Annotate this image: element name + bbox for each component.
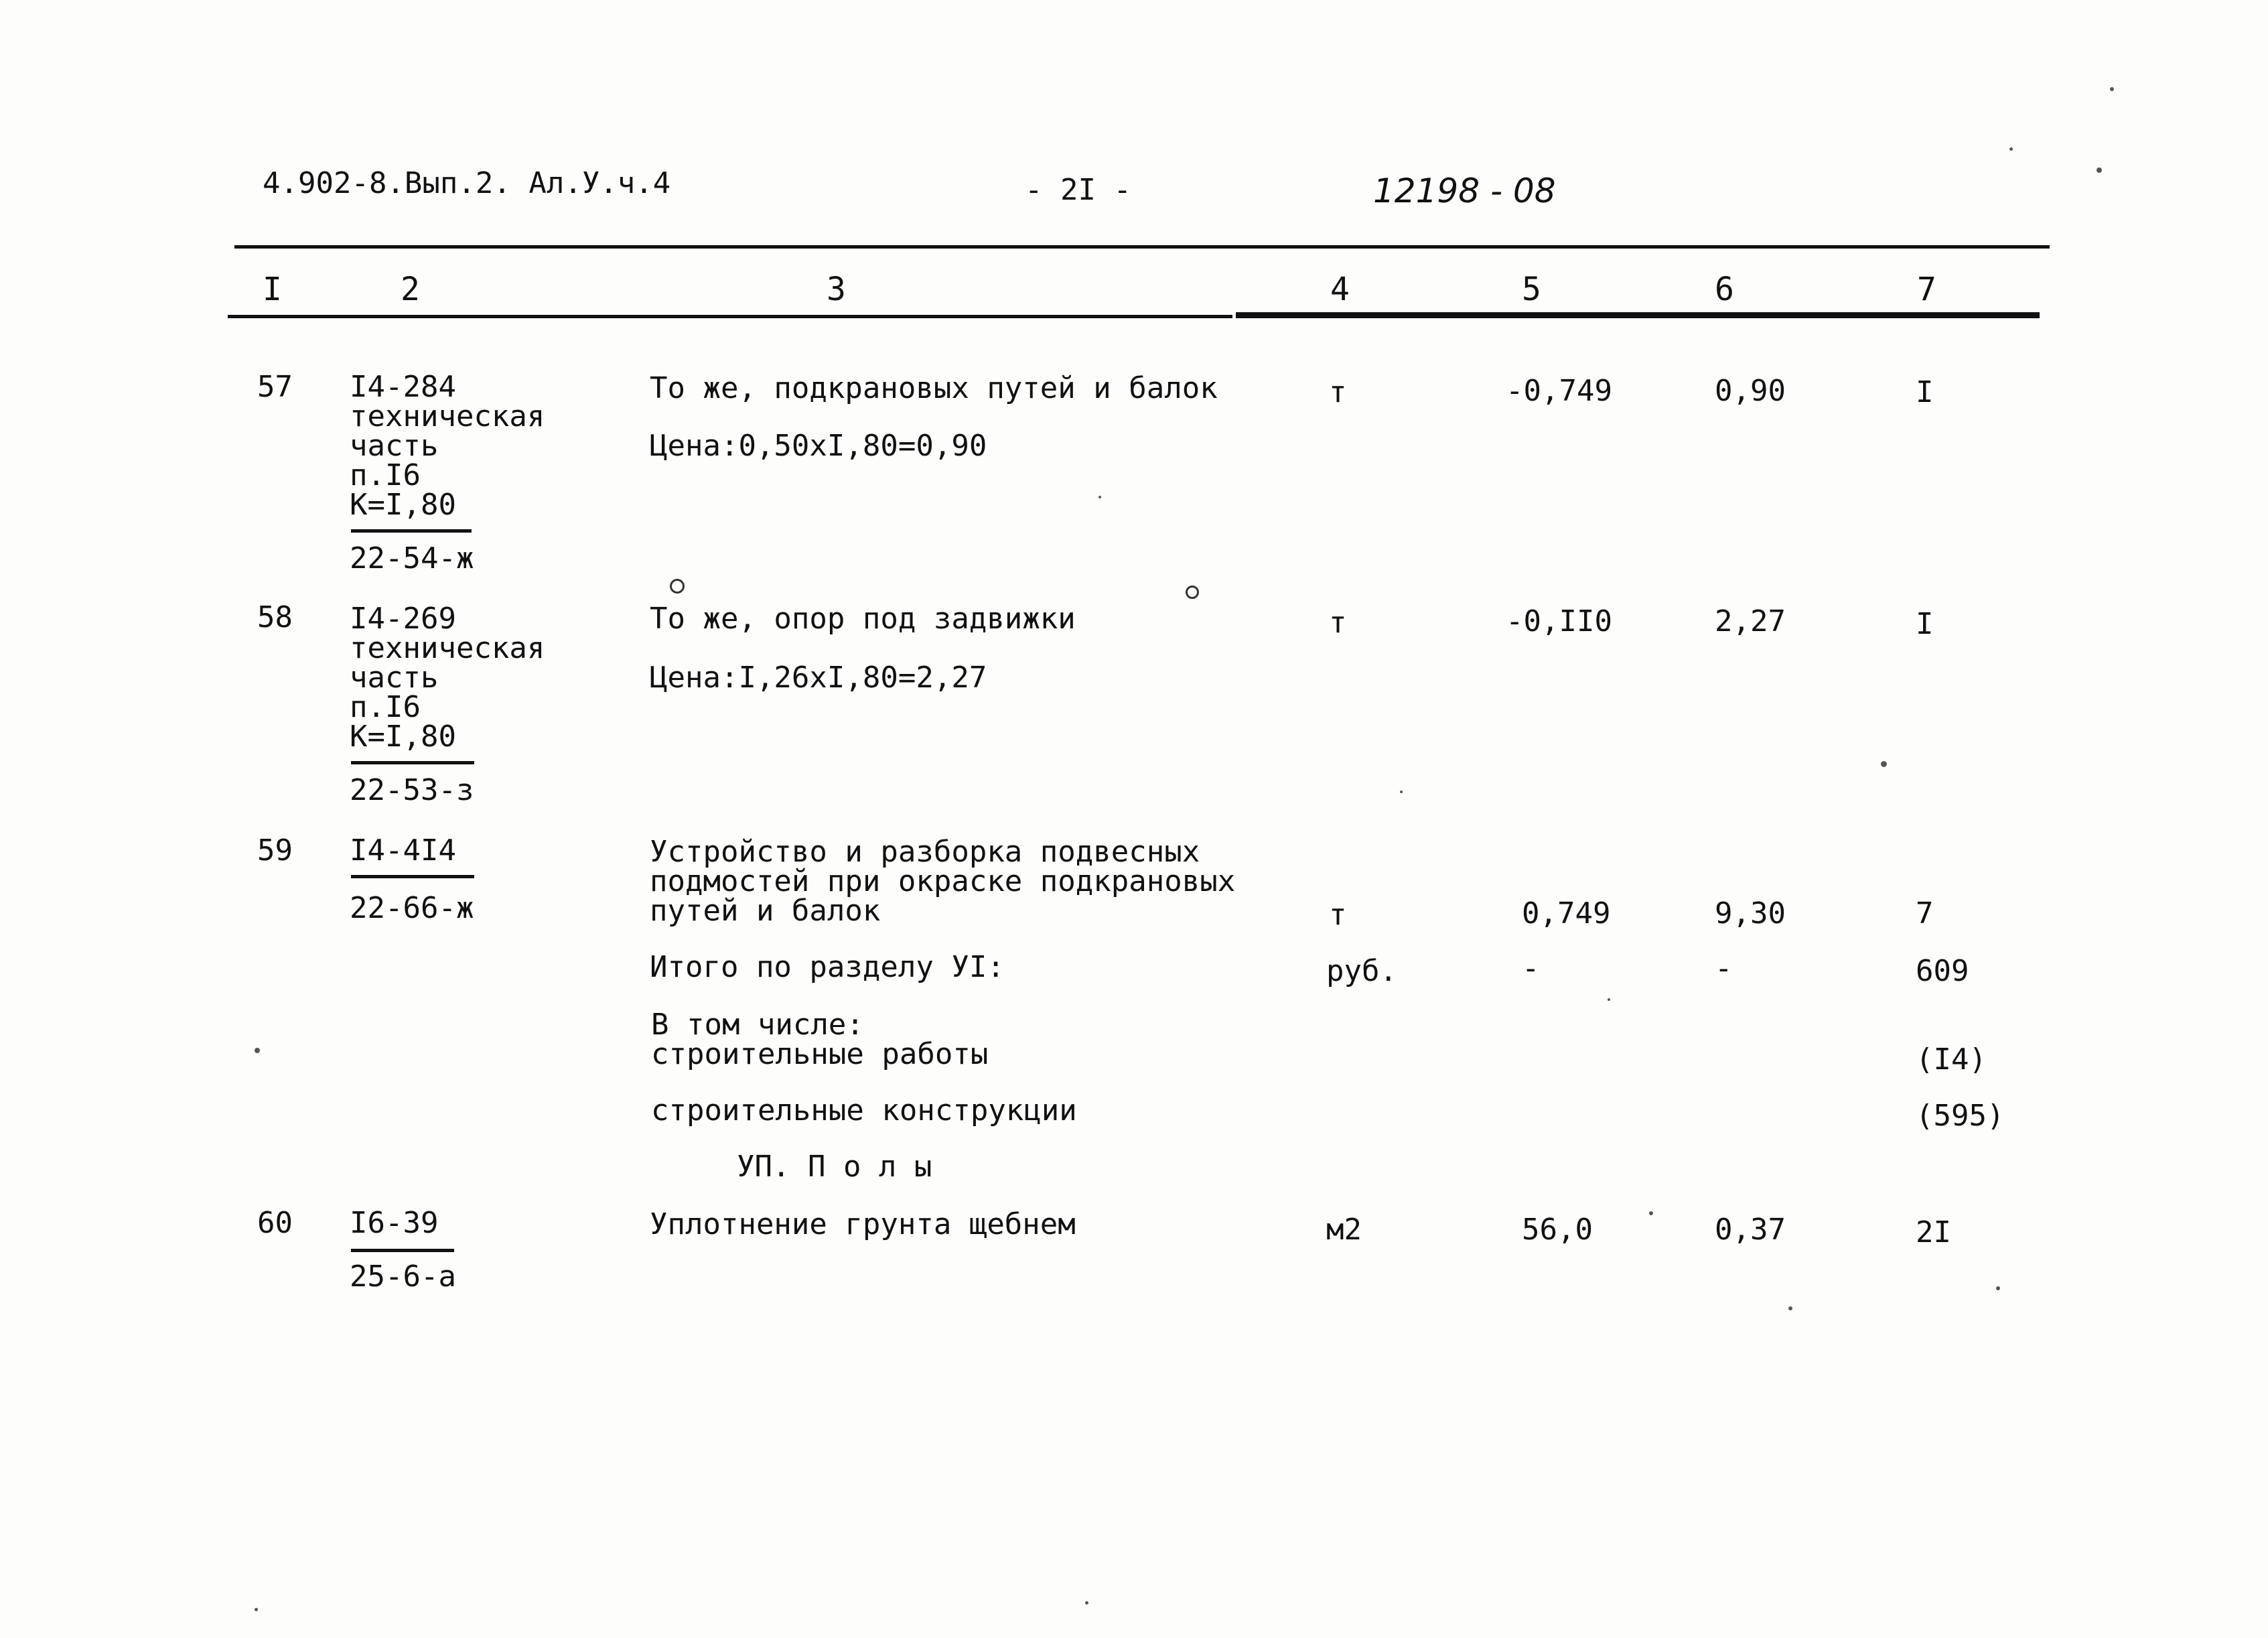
noise-circle [1186,586,1199,599]
col-header-7: 7 [1917,271,1936,308]
fraction-line [351,1249,454,1252]
norm-code-line: часть [350,429,439,463]
noise-dot [255,1608,258,1611]
itogo-quantity: - [1522,951,1540,985]
norm-code-line: техническая [350,399,545,433]
unit: м2 [1326,1213,1362,1247]
item-description: То же, подкрановых путей и балок [650,371,1218,405]
norm-code-line: К=I,80 [350,720,456,754]
noise-circle [670,579,685,594]
item-description: Уплотнение грунта щебнем [650,1207,1076,1241]
description-line: подмостей при окраске подкрановых [650,864,1236,898]
construction-structures-label: строительные конструкции [651,1093,1077,1128]
col-header-2: 2 [401,271,420,308]
price-formula: Цена:0,50хI,80=0,90 [650,429,987,463]
noise-dot [1098,496,1101,498]
noise-dot [1400,791,1403,793]
handwritten-number: 12198 - 08 [1373,172,1556,210]
noise-dot [1996,1286,2000,1290]
total-cost: I [1916,375,1934,409]
document-code: 4.902-8.Вып.2. Ал.У.ч.4 [263,166,671,200]
norm-code-line: К=I,80 [350,488,456,522]
total-cost: 7 [1916,896,1934,931]
noise-dot [2009,147,2013,151]
unit-cost: 2,27 [1715,604,1786,638]
norm-code-line: I4-269 [350,602,456,636]
quantity: -0,II0 [1506,604,1612,638]
col-header-4: 4 [1330,271,1350,308]
price-ref: 25-6-а [350,1259,456,1294]
section-title: УП. П о л ы [737,1150,932,1184]
price-ref: 22-66-ж [350,891,474,925]
norm-code: I6-39 [350,1206,439,1240]
description-line: Устройство и разборка подвесных [650,835,1200,869]
noise-dot [1085,1601,1088,1605]
norm-code [350,604,545,752]
quantity: 56,0 [1522,1213,1593,1247]
itogo-total: 609 [1916,954,1969,988]
noise-dot [255,1048,260,1053]
construction-works-label: строительные работы [651,1037,989,1071]
description-line: путей и балок [650,894,881,928]
row-number: 59 [257,833,293,868]
unit-cost: 0,90 [1715,374,1786,408]
fraction-line [351,761,474,764]
noise-dot [1881,761,1887,767]
col-header-6: 6 [1715,271,1734,308]
norm-code: I4-4I4 [350,833,456,868]
unit: т [1329,898,1347,932]
row-number: 57 [257,370,293,404]
row-number: 60 [257,1206,293,1240]
item-description [650,837,1235,926]
norm-code-line: п.I6 [350,458,421,492]
quantity: 0,749 [1522,896,1611,931]
quantity: -0,749 [1506,374,1612,408]
construction-structures-total: (595) [1916,1099,2005,1133]
noise-dot [2110,87,2114,91]
col-header-3: 3 [827,271,846,308]
col-header-1: I [263,271,282,308]
unit: т [1329,375,1347,409]
price-ref: 22-54-ж [350,541,474,575]
total-cost: I [1916,607,1934,641]
unit-cost: 9,30 [1715,896,1786,931]
norm-code-line: п.I6 [350,690,421,724]
noise-dot [2097,167,2102,173]
itogo-unit: руб. [1326,954,1397,988]
itogo-cost: - [1715,951,1733,985]
fraction-line [351,875,474,878]
unit: т [1329,606,1347,640]
itogo-label: Итого по разделу УI: [650,950,1005,984]
col-header-5: 5 [1522,271,1541,308]
total-cost: 2I [1916,1215,1951,1249]
price-formula: Цена:I,26хI,80=2,27 [650,661,987,695]
item-description: То же, опор под задвижки [650,602,1076,636]
construction-works-total: (I4) [1916,1042,1987,1077]
header-rule-top [234,245,2050,249]
fraction-line [351,529,472,533]
header-rule-bottom-left [228,315,1232,318]
noise-dot [1788,1306,1792,1310]
norm-code-line: I4-284 [350,370,456,404]
row-number: 58 [257,600,293,634]
price-ref: 22-53-з [350,773,474,807]
noise-dot [1649,1211,1653,1215]
header-rule-bottom-right [1236,312,2040,318]
v-tom-chisle-label: В том числе: [651,1008,864,1042]
norm-code [350,372,545,520]
norm-code-line: часть [350,661,439,695]
unit-cost: 0,37 [1715,1213,1786,1247]
norm-code-line: техническая [350,631,545,665]
page-number: - 2I - [1025,173,1131,207]
noise-dot [1608,998,1610,1001]
